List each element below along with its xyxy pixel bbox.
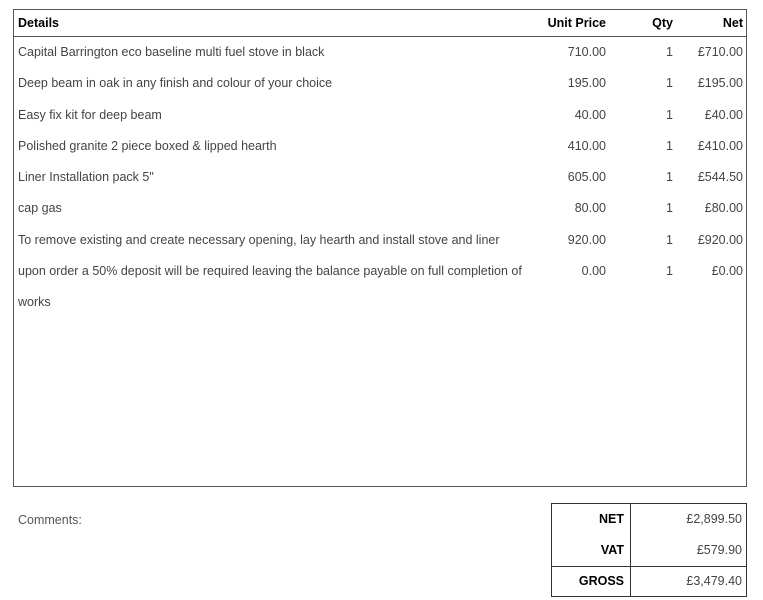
- row-details: cap gas: [18, 201, 62, 216]
- gross-value: £3,479.40: [686, 574, 742, 588]
- row-details: upon order a 50% deposit will be required leaving the balance payable on full completion of works: [18, 264, 522, 310]
- totals-gross-row: [552, 566, 746, 597]
- row-details: Capital Barrington eco baseline multi fuel stove in black: [18, 45, 325, 59]
- row-net: £920.00: [697, 232, 743, 247]
- table-row: [14, 225, 746, 256]
- row-unit-price: 80.00: [574, 201, 606, 216]
- table-row: [14, 100, 746, 131]
- gross-label: GROSS: [578, 574, 624, 588]
- row-details: Easy fix kit for deep beam: [18, 107, 162, 122]
- table-row: [14, 68, 746, 99]
- row-qty: 1: [666, 107, 673, 122]
- table-header: [14, 10, 746, 37]
- table-row: [14, 256, 746, 310]
- net-label: NET: [599, 512, 624, 526]
- row-qty: 1: [666, 170, 673, 185]
- table-row: [14, 131, 746, 162]
- row-unit-price: 605.00: [567, 170, 606, 185]
- row-qty: 1: [666, 264, 673, 279]
- row-net: £410.00: [697, 138, 743, 153]
- totals-net-row: [552, 504, 746, 535]
- row-net: £40.00: [704, 107, 743, 122]
- row-details: Polished granite 2 piece boxed & lipped hearth: [18, 138, 277, 153]
- row-net: £195.00: [697, 76, 743, 91]
- comments-label: Comments:: [18, 513, 82, 527]
- row-net: £0.00: [711, 264, 743, 279]
- table-row: [14, 37, 746, 68]
- totals-vat-row: [552, 535, 746, 566]
- row-unit-price: 40.00: [574, 107, 606, 122]
- vat-label: VAT: [600, 543, 624, 557]
- row-unit-price: 0.00: [581, 264, 606, 279]
- row-unit-price: 195.00: [567, 76, 606, 91]
- header-details: Details: [18, 16, 59, 30]
- line-items-table: [13, 9, 747, 487]
- row-unit-price: 710.00: [567, 45, 606, 59]
- row-net: £80.00: [704, 201, 743, 216]
- vat-value: £579.90: [696, 543, 742, 557]
- row-unit-price: 410.00: [567, 138, 606, 153]
- row-net: £544.50: [697, 170, 743, 185]
- header-unit-price: Unit Price: [547, 16, 606, 30]
- table-row: [14, 193, 746, 224]
- row-qty: 1: [666, 45, 673, 59]
- row-details: To remove existing and create necessary opening, lay hearth and install stove and liner: [18, 232, 500, 247]
- table-row: [14, 162, 746, 193]
- row-qty: 1: [666, 76, 673, 91]
- totals-table: [551, 503, 747, 597]
- row-qty: 1: [666, 138, 673, 153]
- row-net: £710.00: [697, 45, 743, 59]
- net-value: £2,899.50: [686, 512, 742, 526]
- row-details: Liner Installation pack 5": [18, 170, 154, 185]
- row-qty: 1: [666, 232, 673, 247]
- header-net: Net: [722, 16, 743, 30]
- row-unit-price: 920.00: [567, 232, 606, 247]
- header-qty: Qty: [652, 16, 673, 30]
- items-list: [14, 37, 746, 310]
- row-details: Deep beam in oak in any finish and colour of your choice: [18, 76, 333, 91]
- row-qty: 1: [666, 201, 673, 216]
